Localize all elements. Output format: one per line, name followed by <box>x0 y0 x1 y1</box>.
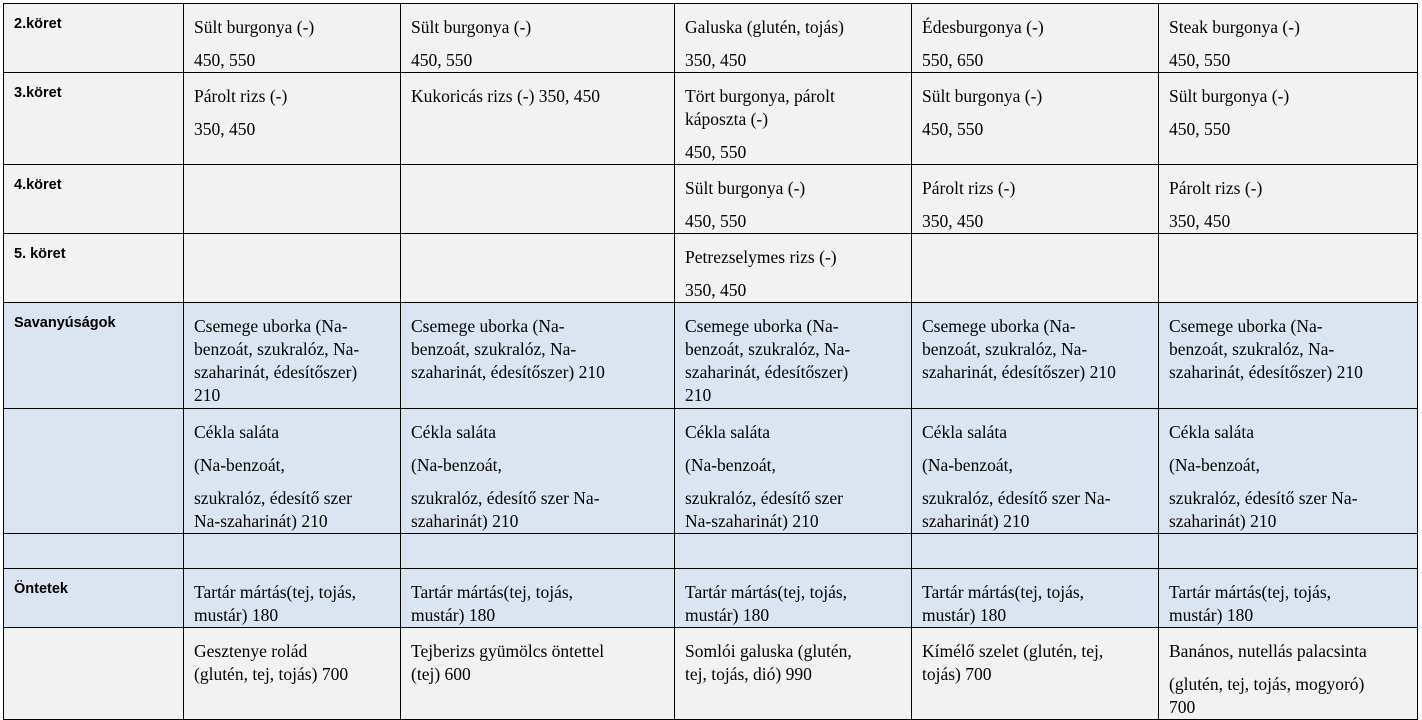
cell-subline: (Na-benzoát, <box>1169 455 1260 475</box>
row-label <box>4 628 184 720</box>
table-cell <box>401 234 675 303</box>
cell-subline: 450, 550 <box>411 50 473 70</box>
table-cell <box>1159 234 1418 303</box>
table-cell <box>675 409 912 534</box>
cell-content <box>194 73 394 141</box>
cell-line: Cékla saláta <box>194 422 280 442</box>
cell-content <box>1169 303 1411 384</box>
cell-content <box>922 73 1152 141</box>
table-cell <box>912 4 1159 73</box>
cell-line: Tejberizs gyümölcs öntettel <box>411 641 605 661</box>
table-cell <box>675 4 912 73</box>
cell-line: Steak burgonya (-) <box>1169 17 1300 37</box>
cell-subline: Na-szaharinát) 210 <box>194 511 328 531</box>
cell-line: Somlói galuska (glutén, <box>685 641 852 661</box>
cell-content <box>194 4 394 72</box>
cell-subline: 450, 550 <box>685 211 747 231</box>
cell-subline: 350, 450 <box>685 50 747 70</box>
table-cell <box>401 4 675 73</box>
cell-line: Cékla saláta <box>685 422 771 442</box>
table-cell <box>675 234 912 303</box>
cell-line: szaharinát, édesítőszer) 210 <box>411 362 605 382</box>
cell-line: Párolt rizs (-) <box>194 86 288 106</box>
table-cell <box>675 73 912 165</box>
cell-line: Cékla saláta <box>922 422 1008 442</box>
row-label <box>4 409 184 534</box>
cell-subline: 450, 550 <box>1169 119 1231 139</box>
cell-line: Édesburgonya (-) <box>922 17 1044 37</box>
table-row <box>4 73 1418 165</box>
cell-subline: szukralóz, édesítő szer <box>194 488 352 508</box>
table-cell <box>184 534 401 569</box>
table-cell <box>675 303 912 409</box>
cell-content <box>194 628 394 686</box>
table-cell <box>1159 73 1418 165</box>
table-cell <box>401 569 675 628</box>
cell-line: mustár) 180 <box>922 605 1007 625</box>
row-label: Savanyúságok <box>4 303 184 409</box>
cell-content <box>411 73 668 108</box>
cell-subline: (glutén, tej, tojás, mogyoró) <box>1169 674 1365 694</box>
table-cell <box>912 628 1159 720</box>
cell-line: mustár) 180 <box>685 605 770 625</box>
menu-table <box>3 3 1418 720</box>
cell-line: 210 <box>685 385 712 405</box>
table-cell <box>401 73 675 165</box>
table-cell <box>184 165 401 234</box>
cell-subline-tail: 700 <box>1169 697 1196 717</box>
table-row <box>4 409 1418 534</box>
row-label: Öntetek <box>4 569 184 628</box>
table-row <box>4 4 1418 73</box>
table-cell <box>912 234 1159 303</box>
row-label: 5. köret <box>4 234 184 303</box>
cell-subline: szaharinát) 210 <box>1169 511 1277 531</box>
cell-content <box>922 569 1152 627</box>
cell-content <box>411 165 668 177</box>
cell-line: benzoát, szukralóz, Na- <box>1169 339 1335 359</box>
cell-line: benzoát, szukralóz, Na- <box>411 339 577 359</box>
row-label <box>4 534 184 569</box>
cell-line: Tartár mártás(tej, tojás, <box>411 582 574 602</box>
cell-line: Cékla saláta <box>411 422 497 442</box>
table-cell <box>675 569 912 628</box>
cell-line: (tej) 600 <box>411 664 471 684</box>
table-row <box>4 628 1418 720</box>
table-row <box>4 234 1418 303</box>
table-cell <box>1159 4 1418 73</box>
menu-table-body <box>4 4 1418 720</box>
table-cell <box>401 409 675 534</box>
cell-line: Párolt rizs (-) <box>922 178 1016 198</box>
cell-line: tojás) 700 <box>922 664 992 684</box>
table-row <box>4 165 1418 234</box>
cell-content <box>411 303 668 384</box>
table-cell <box>184 303 401 409</box>
cell-content <box>411 409 668 533</box>
cell-line: mustár) 180 <box>411 605 496 625</box>
cell-content <box>922 303 1152 384</box>
cell-content <box>685 303 905 407</box>
table-cell <box>184 409 401 534</box>
cell-content <box>194 569 394 627</box>
cell-line: Sült burgonya (-) <box>922 86 1043 106</box>
cell-content <box>1169 4 1411 72</box>
cell-line: benzoát, szukralóz, Na- <box>194 339 360 359</box>
cell-line: Csemege uborka (Na- <box>411 316 565 336</box>
cell-subline: 450, 550 <box>1169 50 1231 70</box>
cell-line: Sült burgonya (-) <box>685 178 806 198</box>
cell-subline: 350, 450 <box>194 119 256 139</box>
cell-subline: szukralóz, édesítő szer <box>685 488 843 508</box>
cell-line: mustár) 180 <box>1169 605 1254 625</box>
cell-subline: szukralóz, édesítő szer Na- <box>922 488 1111 508</box>
table-cell <box>1159 165 1418 234</box>
cell-subline: szukralóz, édesítő szer Na- <box>411 488 600 508</box>
table-cell <box>184 73 401 165</box>
table-cell <box>675 628 912 720</box>
table-cell <box>675 165 912 234</box>
cell-content <box>685 628 905 686</box>
cell-line: szaharinát, édesítőszer) <box>685 362 849 382</box>
cell-line: Sült burgonya (-) <box>1169 86 1290 106</box>
cell-subline: szukralóz, édesítő szer Na- <box>1169 488 1358 508</box>
cell-content <box>685 534 905 546</box>
table-row <box>4 303 1418 409</box>
cell-content <box>1169 569 1411 627</box>
cell-content <box>922 628 1152 686</box>
table-cell <box>1159 409 1418 534</box>
table-cell <box>912 569 1159 628</box>
cell-line: Sült burgonya (-) <box>194 17 315 37</box>
cell-content <box>1169 534 1411 546</box>
cell-content <box>685 234 905 302</box>
table-cell <box>184 234 401 303</box>
cell-content <box>685 4 905 72</box>
cell-subline: 350, 450 <box>685 280 747 300</box>
cell-line: 210 <box>194 385 221 405</box>
row-label: 3.köret <box>4 73 184 165</box>
cell-line: Sült burgonya (-) <box>411 17 532 37</box>
cell-content <box>922 534 1152 546</box>
cell-content <box>685 73 905 164</box>
table-cell <box>184 4 401 73</box>
row-label: 4.köret <box>4 165 184 234</box>
cell-line: benzoát, szukralóz, Na- <box>685 339 851 359</box>
cell-subline: 350, 450 <box>1169 211 1231 231</box>
cell-content <box>1169 628 1411 719</box>
cell-subline: 350, 450 <box>922 211 984 231</box>
cell-subline: (Na-benzoát, <box>411 455 502 475</box>
table-cell <box>1159 628 1418 720</box>
table-cell <box>912 165 1159 234</box>
cell-line: (glutén, tej, tojás) 700 <box>194 664 349 684</box>
cell-subline: 550, 650 <box>922 50 984 70</box>
table-cell <box>1159 303 1418 409</box>
cell-content <box>1169 409 1411 533</box>
cell-line: Párolt rizs (-) <box>1169 178 1263 198</box>
cell-line: Petrezselymes rizs (-) <box>685 247 837 267</box>
cell-content <box>685 165 905 233</box>
cell-subline: (Na-benzoát, <box>194 455 285 475</box>
cell-subline: (Na-benzoát, <box>685 455 776 475</box>
table-cell <box>184 628 401 720</box>
cell-content <box>922 165 1152 233</box>
cell-content <box>1169 165 1411 233</box>
cell-line: Csemege uborka (Na- <box>685 316 839 336</box>
cell-content <box>411 234 668 246</box>
table-row <box>4 534 1418 569</box>
cell-line: káposzta (-) <box>685 109 769 129</box>
cell-line: Csemege uborka (Na- <box>922 316 1076 336</box>
cell-line: Cékla saláta <box>1169 422 1255 442</box>
table-cell <box>401 534 675 569</box>
row-label: 2.köret <box>4 4 184 73</box>
cell-content <box>922 409 1152 533</box>
cell-content <box>685 409 905 533</box>
cell-line: Kukoricás rizs (-) 350, 450 <box>411 86 601 106</box>
table-cell <box>912 73 1159 165</box>
cell-content <box>411 569 668 627</box>
cell-content <box>922 4 1152 72</box>
cell-content <box>411 628 668 686</box>
table-cell <box>675 534 912 569</box>
cell-line: szaharinát, édesítőszer) 210 <box>1169 362 1363 382</box>
cell-line: Gesztenye rolád <box>194 641 308 661</box>
table-cell <box>1159 569 1418 628</box>
cell-subline: 450, 550 <box>922 119 984 139</box>
cell-line: szaharinát, édesítőszer) 210 <box>922 362 1116 382</box>
cell-line: Galuska (glutén, tojás) <box>685 17 844 37</box>
cell-line: Tört burgonya, párolt <box>685 86 835 106</box>
cell-line: Kímélő szelet (glutén, tej, <box>922 641 1104 661</box>
cell-content <box>194 303 394 407</box>
table-cell <box>184 569 401 628</box>
table-cell <box>912 303 1159 409</box>
cell-line: Csemege uborka (Na- <box>1169 316 1323 336</box>
cell-line: tej, tojás, dió) 990 <box>685 664 812 684</box>
cell-content <box>411 534 668 546</box>
table-cell <box>912 409 1159 534</box>
cell-subline: (Na-benzoát, <box>922 455 1013 475</box>
cell-content <box>194 409 394 533</box>
cell-subline: 450, 550 <box>685 142 747 162</box>
cell-line: Banános, nutellás palacsinta <box>1169 641 1367 661</box>
table-cell <box>912 534 1159 569</box>
cell-content <box>194 165 394 177</box>
table-cell <box>1159 534 1418 569</box>
cell-subline: szaharinát) 210 <box>922 511 1030 531</box>
cell-subline: szaharinát) 210 <box>411 511 519 531</box>
table-cell <box>401 303 675 409</box>
cell-line: Tartár mártás(tej, tojás, <box>194 582 357 602</box>
cell-subline: Na-szaharinát) 210 <box>685 511 819 531</box>
cell-content <box>922 234 1152 246</box>
cell-line: mustár) 180 <box>194 605 279 625</box>
cell-content <box>685 569 905 627</box>
cell-content <box>1169 73 1411 141</box>
cell-line: Tartár mártás(tej, tojás, <box>685 582 848 602</box>
cell-line: Tartár mártás(tej, tojás, <box>1169 582 1332 602</box>
table-row <box>4 569 1418 628</box>
cell-content <box>194 234 394 246</box>
table-cell <box>401 628 675 720</box>
cell-subline: 450, 550 <box>194 50 256 70</box>
table-cell <box>401 165 675 234</box>
cell-line: benzoát, szukralóz, Na- <box>922 339 1088 359</box>
cell-content <box>194 534 394 546</box>
cell-line: Tartár mártás(tej, tojás, <box>922 582 1085 602</box>
cell-line: szaharinát, édesítőszer) <box>194 362 358 382</box>
cell-content <box>1169 234 1411 246</box>
cell-line: Csemege uborka (Na- <box>194 316 348 336</box>
cell-content <box>411 4 668 72</box>
